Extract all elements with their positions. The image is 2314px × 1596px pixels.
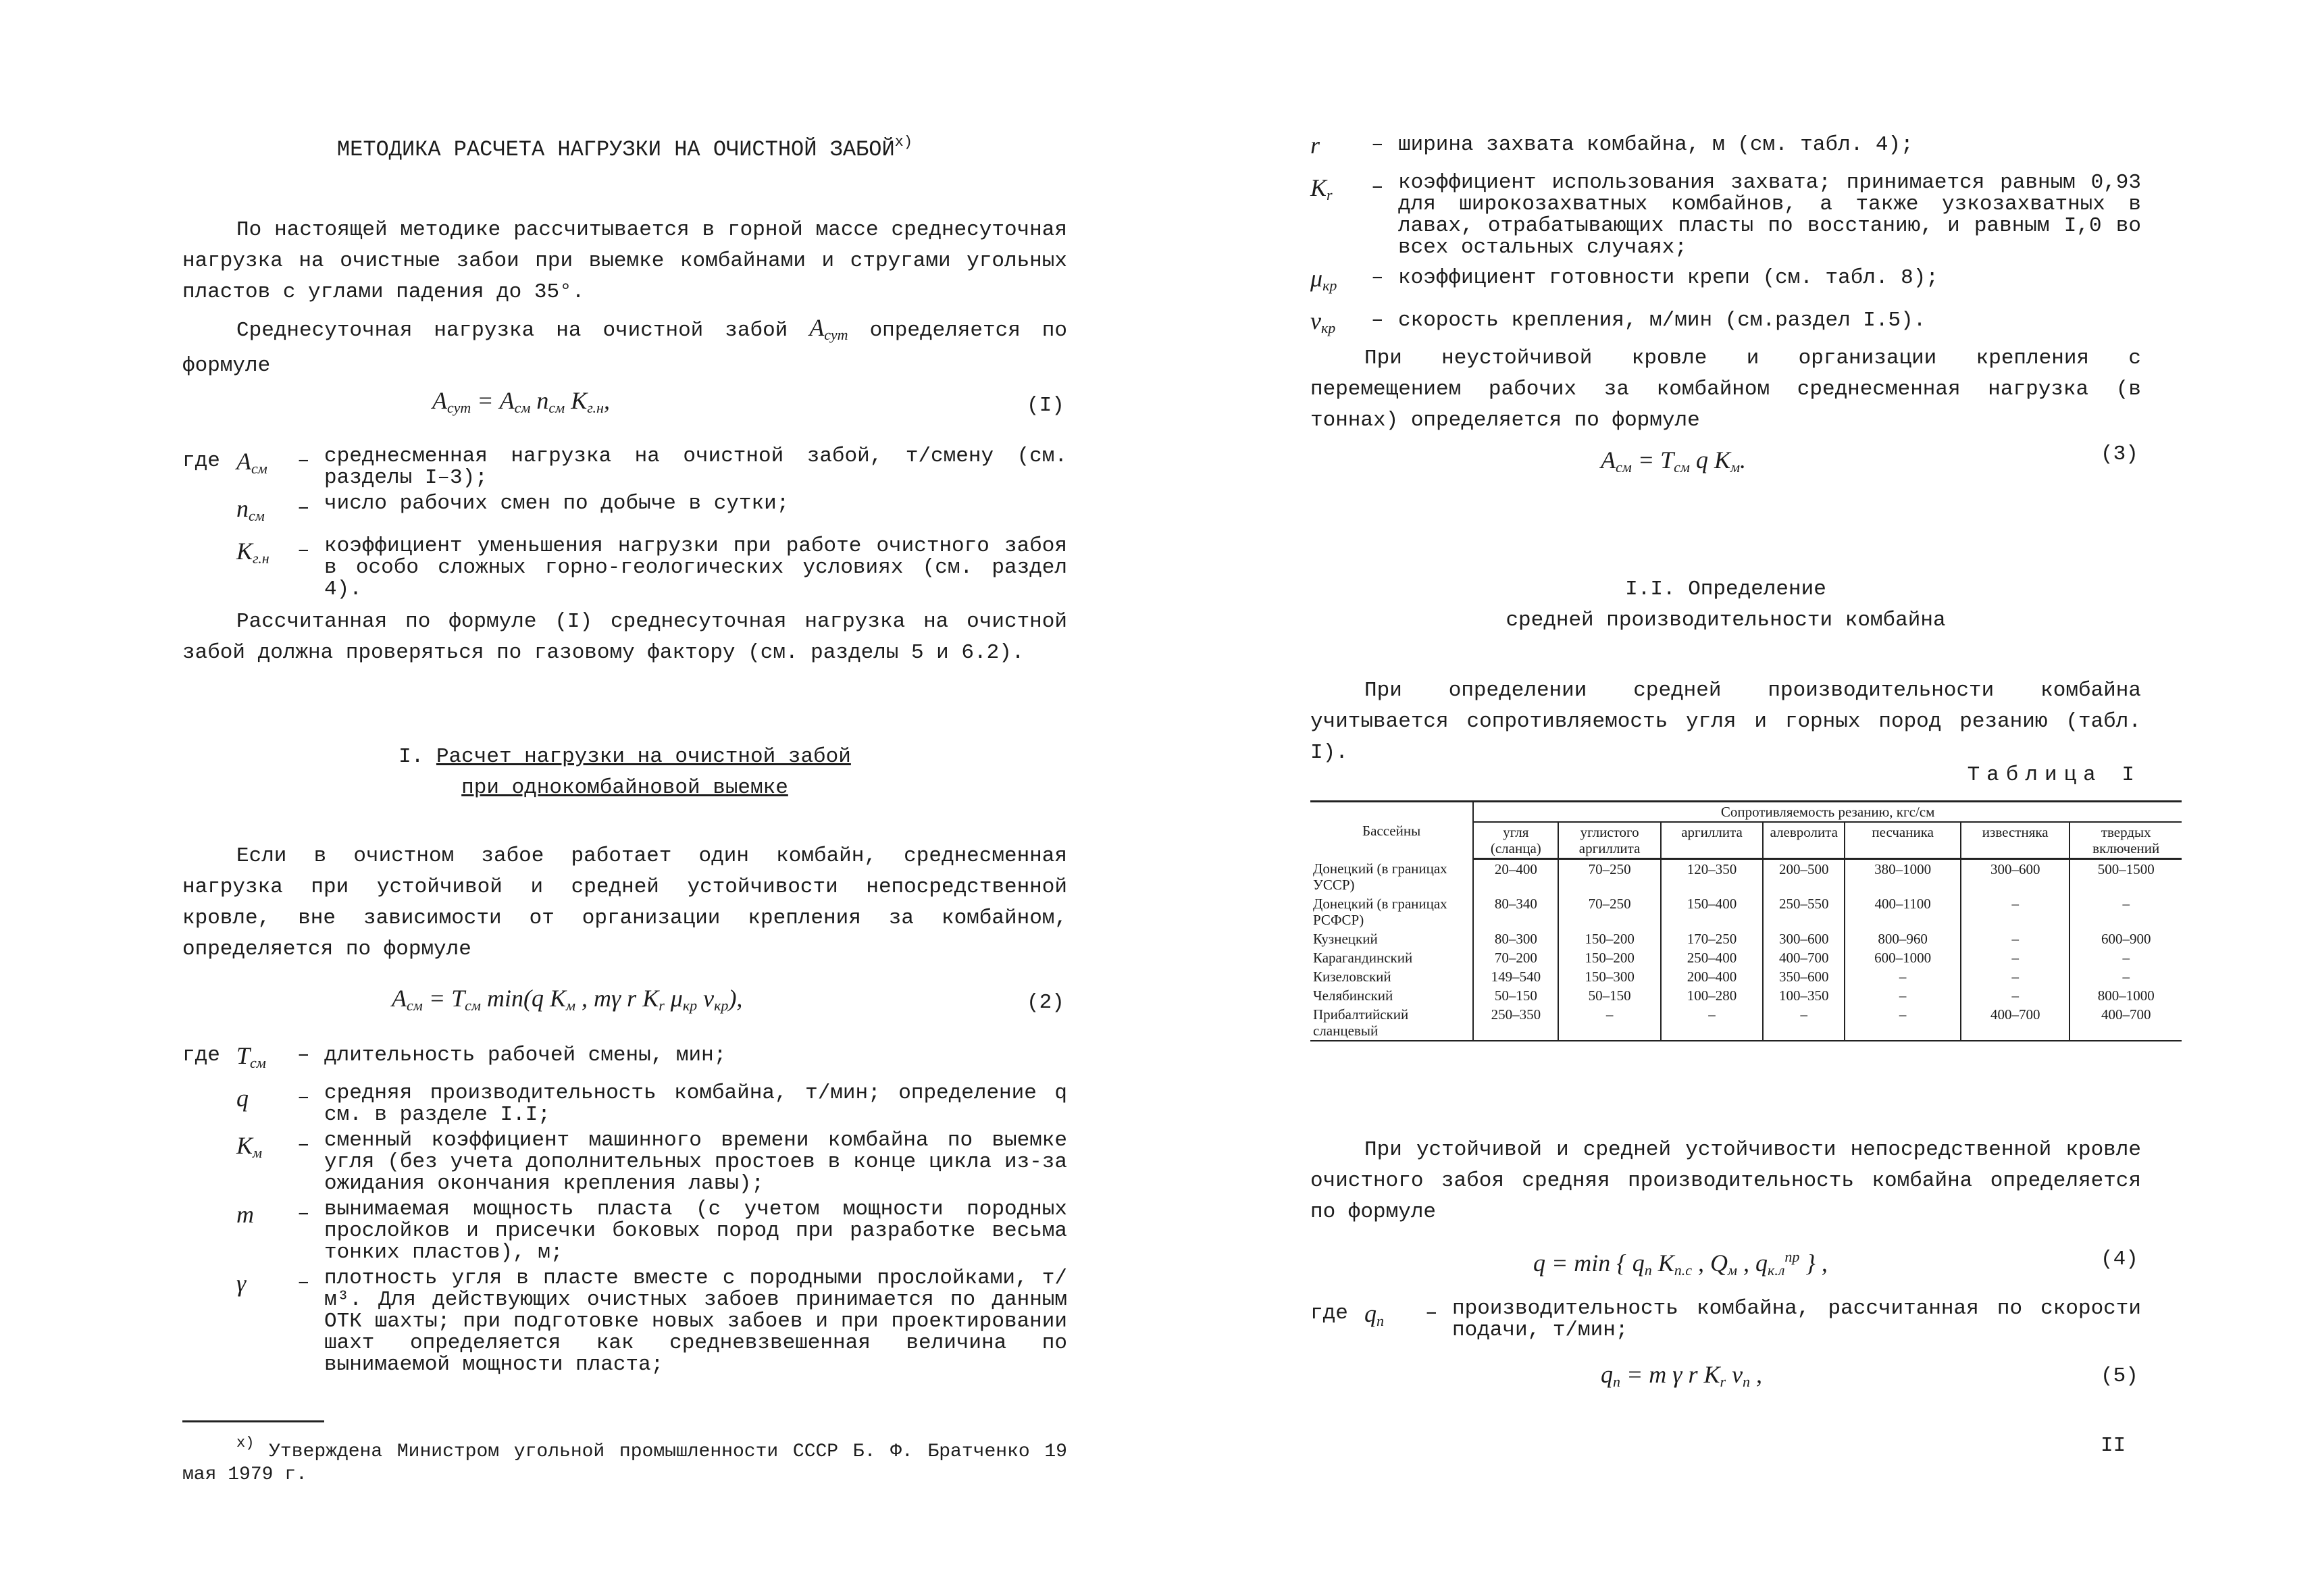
f3-k-sub: м	[1730, 459, 1741, 475]
para2-text: Среднесуточная нагрузка на очистной забой	[236, 319, 788, 342]
f1-a-sub: см	[514, 399, 531, 416]
def-text: коэффициент использования захвата; принимается равным 0,93 для широкозахватных комбайнов, а также узкозахватных в лавах, отрабатывающих пласты по восстанию, и равным I,0 во всех остальных случаях;	[1398, 171, 2141, 259]
paragraph-7	[1310, 1135, 2141, 1228]
table-cell: 100–280	[1661, 986, 1763, 1005]
title-footnote-mark: x)	[894, 134, 913, 151]
table-cell: 250–400	[1661, 948, 1763, 967]
formula-2: $A_{см} = T_{см}$ min(q $K_м$ , mγ r $K_r$ $\mu_{кр}$ $v_{кр}$),	[392, 985, 743, 1014]
paragraph-3	[182, 607, 1067, 669]
table-cell: 200–500	[1763, 859, 1845, 894]
table-cell: 250–350	[1473, 1005, 1558, 1041]
table-cell: 80–300	[1473, 929, 1558, 948]
table-cell: 120–350	[1661, 859, 1763, 894]
table-cell-basin: Прибалтийский сланцевый	[1310, 1005, 1473, 1041]
table-cell: 800–960	[1845, 929, 1961, 948]
def-symbol: $K_м$	[236, 1132, 263, 1161]
f3-rhs: = T	[1637, 446, 1674, 473]
f1-n: n	[536, 387, 549, 414]
table-cell: 400–1100	[1845, 894, 1961, 929]
def-text: средняя производительность комбайна, т/мин; определение q см. в разделе I.I;	[324, 1081, 1067, 1127]
definition-row: m – вынимаемая мощность пласта (с учетом мощности породных прослойков и присечки боковых пород при разработке весьма тонких пластов), м;	[236, 1198, 1067, 1264]
section-heading	[182, 742, 1067, 804]
f3-lhs-sub: см	[1616, 459, 1632, 475]
para5-text: При неустойчивой кровле и организации крепления с перемещением рабочих за комбайном среднесменная нагрузка (в тоннах) определяется по формуле	[1310, 346, 2141, 432]
para7-text: При устойчивой и средней устойчивости непосредственной кровле очистного забоя средняя производительность комбайна определяется по формуле	[1310, 1138, 2141, 1224]
table-row	[1310, 1005, 2182, 1041]
table-cell-basin: Кизеловский	[1313, 968, 1391, 985]
def-symbol: r	[1310, 132, 1320, 159]
table-cell: 70–250	[1558, 859, 1660, 894]
table-header-col: аргиллита	[1661, 822, 1763, 859]
section-title-line1: Расчет нагрузки на очистной забой	[436, 745, 851, 769]
table-cell: 170–250	[1661, 929, 1763, 948]
table-row	[1310, 967, 2182, 986]
def-text: производительность комбайна, рассчитанная по скорости подачи, т/мин;	[1452, 1297, 2141, 1342]
table-cell: 100–350	[1763, 986, 1845, 1005]
def-dash: –	[297, 539, 310, 563]
table-header-col: твердых включений	[2069, 822, 2182, 859]
table-cell: 80–340	[1473, 894, 1558, 929]
def-symbol: γ	[236, 1270, 247, 1297]
table-cell: 350–600	[1763, 967, 1845, 986]
table-cell: –	[1845, 986, 1961, 1005]
def-symbol: $K_r$	[1310, 174, 1333, 203]
table-cell-basin: Донецкий (в границах РСФСР)	[1313, 895, 1447, 928]
def-symbol: $A_{см}$	[236, 448, 267, 477]
table-cell: 70–250	[1558, 894, 1660, 929]
subsection-heading	[1310, 574, 2141, 636]
f3-qk: q K	[1695, 446, 1730, 473]
title-text: МЕТОДИКА РАСЧЕТА НАГРУЗКИ НА ОЧИСТНОЙ ЗАБОЙ	[336, 137, 895, 162]
resistance-table	[1310, 800, 2182, 1041]
def-text: ширина захвата комбайна, м (см. табл. 4);	[1398, 133, 1913, 157]
f3-tail: .	[1740, 446, 1747, 473]
para3-text: Рассчитанная по формуле (I) среднесуточная нагрузка на очистной забой должна проверяться по газовому фактору (см. разделы 5 и 6.2).	[182, 610, 1067, 665]
table-header-group: Сопротивляемость резанию, кгс/см	[1473, 802, 2182, 823]
intro-text: По настоящей методике рассчитывается в горной массе среднесуточная нагрузка на очистные забои при выемке комбайнами и стругами угольных пластов с углами падения до 35°.	[182, 218, 1067, 304]
definition-row: $v_{кр}$ – скорость крепления, м/мин (см.раздел I.5).	[1310, 305, 2141, 344]
f4-lhs: q = min	[1533, 1250, 1611, 1277]
page-number: II	[2101, 1434, 2126, 1458]
para2-symbol-sub: сут	[824, 326, 848, 343]
f1-n-sub: см	[548, 399, 565, 416]
def-text: число рабочих смен по добыче в сутки;	[324, 492, 790, 515]
f1-k: K	[571, 387, 588, 414]
table-cell: 20–400	[1473, 859, 1558, 894]
table-cell: 800–1000	[2069, 986, 2182, 1005]
definition-row: γ – плотность угля в пласте вместе с породными прослойками, т/м³. Для действующих очистных забоев принимается по данным ОТК шахты; при подготовке новых забоев и при проектировании шахт определяется как средневзвешенная величина по вынимаемой мощности пласта;	[236, 1266, 1067, 1376]
def-dash: –	[297, 449, 310, 473]
para2-symbol: A	[809, 314, 825, 341]
definition-row: $K_м$ – сменный коэффициент машинного времени комбайна по выемке угля (без учета дополнительных простоев в конце цикла из-за ожидания окончания крепления лавы);	[236, 1129, 1067, 1195]
table-cell-basin: Челябинский	[1313, 987, 1393, 1004]
section-title-line2: при однокомбайновой выемке	[461, 776, 788, 800]
definition-row: q – средняя производительность комбайна, т/мин; определение q см. в разделе I.I;	[236, 1081, 1067, 1127]
f1-rhs: = A	[477, 387, 515, 414]
table-cell: 300–600	[1763, 929, 1845, 948]
definition-row	[182, 493, 1067, 532]
table-header-col: известняка	[1961, 822, 2070, 859]
equation-number-5: (5)	[2101, 1364, 2138, 1388]
def-dash: –	[297, 496, 310, 520]
table-cell: 400–700	[1763, 948, 1845, 967]
intro-paragraph	[182, 215, 1067, 308]
def-symbol: $n_{см}$	[236, 495, 265, 524]
table-cell: 70–200	[1473, 948, 1558, 967]
table-cell: 400–700	[1961, 1005, 2070, 1041]
f2-min: min	[486, 985, 523, 1012]
table-row	[1310, 894, 2182, 929]
def-symbol: m	[236, 1201, 254, 1228]
def-text: коэффициент готовности крепи (см. табл. 8);	[1398, 266, 1938, 290]
table-cell: 150–200	[1558, 929, 1660, 948]
definitions-2	[182, 1040, 1067, 1380]
subsection-number: I.I.	[1625, 577, 1676, 601]
paragraph-2	[182, 312, 1067, 382]
footnote-text: Утверждена Министром угольной промышленности СССР Б. Ф. Братченко 19 мая 1979 г.	[182, 1441, 1067, 1485]
def-symbol: q	[236, 1085, 249, 1112]
definition-row: $K_r$ – коэффициент использования захвата; принимается равным 0,93 для широкозахватных комбайнов, а также узкозахватных в лавах, отрабатывающих пласты по восстанию, и равным I,0 во всех остальных случаях;	[1310, 171, 2141, 259]
def-text: сменный коэффициент машинного времени комбайна по выемке угля (без учета дополнительных простоев в конце цикла из-за ожидания окончания крепления лавы);	[324, 1129, 1067, 1195]
table-cell-basin: Кузнецкий	[1313, 930, 1378, 947]
table-cell: 150–400	[1661, 894, 1763, 929]
table-cell: –	[1763, 1005, 1845, 1041]
table-cell: 600–1000	[1845, 948, 1961, 967]
table-cell: 150–200	[1558, 948, 1660, 967]
formula-5: $q_п = m$ γ r $K_r$ $v_п$ ,	[1601, 1361, 1763, 1390]
table-cell: 50–150	[1473, 986, 1558, 1005]
definition-row	[182, 536, 1067, 600]
formula-4: q = min { $q_п$ $K_{п.с}$ , $Q_м$ , $q_{к.л}^{пр}$ } ,	[1533, 1248, 1828, 1279]
table-cell: –	[2069, 894, 2182, 929]
table-cell: –	[1661, 1005, 1763, 1041]
f3-lhs: A	[1601, 446, 1616, 473]
table-cell: –	[1961, 967, 2070, 986]
definition-row: r – ширина захвата комбайна, м (см. табл. 4);	[1310, 130, 2141, 168]
table-cell: –	[1961, 929, 2070, 948]
where-label: где	[182, 1044, 220, 1067]
table-header-col: угля (сланца)	[1473, 822, 1558, 859]
table-row	[1310, 986, 2182, 1005]
footnote	[182, 1432, 1067, 1487]
table-cell: –	[2069, 948, 2182, 967]
f2-rhs: = T	[428, 985, 465, 1012]
table-cell: –	[2069, 967, 2182, 986]
table-cell: 149–540	[1473, 967, 1558, 986]
where-label: где	[1310, 1302, 1348, 1325]
table-cell: –	[1845, 967, 1961, 986]
paragraph-6	[1310, 675, 2141, 769]
def-symbol: $T_{см}$	[236, 1042, 266, 1071]
table-cell-basin: Карагандинский	[1313, 949, 1413, 966]
para2-tail: определяется по формуле	[182, 319, 1067, 378]
table-header-col: алевролита	[1763, 822, 1845, 859]
definitions-3	[1310, 130, 2141, 348]
subsection-title-line1: Определение	[1688, 577, 1826, 601]
table-cell-basin: Донецкий (в границах УССР)	[1313, 860, 1447, 893]
def-text: среднесменная нагрузка на очистной забой, т/смену (см. разделы I–3);	[324, 444, 1067, 490]
def-symbol: $q_п$	[1364, 1300, 1384, 1329]
paragraph-5	[1310, 343, 2141, 436]
def-text: коэффициент уменьшения нагрузки при работе очистного забоя в особо сложных горно-геологических условиях (см. раздел 4).	[324, 534, 1067, 601]
table-row	[1310, 948, 2182, 967]
definitions-4	[1310, 1298, 2141, 1345]
definition-row: где $q_п$ – производительность комбайна, рассчитанная по скорости подачи, т/мин;	[1310, 1297, 2141, 1342]
table-cell: –	[1961, 986, 2070, 1005]
f1-tail: ,	[603, 387, 610, 414]
f1-lhs-sub: сут	[447, 399, 471, 416]
def-symbol: $\mu_{кр}$	[1310, 265, 1337, 294]
table-cell: –	[1961, 894, 2070, 929]
right-page	[1310, 0, 2160, 1596]
table-cell: 380–1000	[1845, 859, 1961, 894]
def-text: плотность угля в пласте вместе с породными прослойками, т/м³. Для действующих очистных забоев принимается по данным ОТК шахты; при подготовке новых забоев и при проектировании шахт определяется как средневзвешенная величина по вынимаемой мощности пласта;	[324, 1266, 1067, 1376]
table-header-basins: Бассейны	[1310, 802, 1473, 859]
definitions-1	[182, 446, 1067, 604]
table-caption: Таблица I	[1967, 763, 2141, 787]
where-label: где	[182, 449, 220, 473]
table-header-col: углистого аргиллита	[1558, 822, 1660, 859]
para4-text: Если в очистном забое работает один комбайн, среднесменная нагрузка при устойчивой и средней устойчивости непосредственной кровле, вне зависимости от организации крепления за комбайном, определяется по формуле	[182, 844, 1067, 961]
table-cell: 50–150	[1558, 986, 1660, 1005]
f3-t-sub: см	[1674, 459, 1690, 475]
table-row	[1310, 929, 2182, 948]
left-page	[182, 0, 1067, 1596]
f1-lhs: A	[432, 387, 447, 414]
table-cell: 300–600	[1961, 859, 2070, 894]
definition-row	[182, 446, 1067, 489]
table-body	[1310, 859, 2182, 1041]
formula-3	[1601, 444, 1746, 483]
equation-number-4: (4)	[2101, 1247, 2138, 1271]
paragraph-4	[182, 841, 1067, 965]
table-row	[1310, 859, 2182, 894]
equation-number-2: (2)	[1027, 991, 1064, 1014]
definition-row: $\mu_{кр}$ – коэффициент готовности крепи (см. табл. 8);	[1310, 263, 2141, 301]
equation-number-1: (I)	[1027, 394, 1064, 417]
table-header-col: песчаника	[1845, 822, 1961, 859]
formula-1	[432, 385, 610, 423]
subsection-title-line2: средней производительности комбайна	[1506, 609, 1946, 632]
table-cell: 600–900	[2069, 929, 2182, 948]
table-cell: 150–300	[1558, 967, 1660, 986]
table-cell: 250–550	[1763, 894, 1845, 929]
footnote-divider	[182, 1420, 324, 1422]
table-cell: –	[1961, 948, 2070, 967]
def-symbol: $K_{г.н}$	[236, 538, 269, 567]
def-text: длительность рабочей смены, мин;	[324, 1044, 727, 1067]
table-cell: –	[1845, 1005, 1961, 1041]
def-symbol: $v_{кр}$	[1310, 307, 1336, 336]
def-text: скорость крепления, м/мин (см.раздел I.5).	[1398, 309, 1926, 332]
page-title	[182, 127, 1067, 165]
para6-text: При определении средней производительности комбайна учитывается сопротивляемость угля и горных пород резанию (табл. I).	[1310, 679, 2141, 765]
table-cell: 200–400	[1661, 967, 1763, 986]
table-cell: 400–700	[2069, 1005, 2182, 1041]
equation-number-3: (3)	[2101, 442, 2138, 466]
table-cell: 500–1500	[2069, 859, 2182, 894]
def-text: вынимаемая мощность пласта (с учетом мощности породных прослойков и присечки боковых пород при разработке весьма тонких пластов), м;	[324, 1198, 1067, 1264]
definition-row: где $T_{см}$ – длительность рабочей смены, мин;	[182, 1040, 1067, 1079]
f1-k-sub: г.н	[587, 399, 604, 416]
section-number: I.	[398, 745, 424, 769]
table-cell: –	[1558, 1005, 1660, 1041]
footnote-mark: x)	[236, 1435, 255, 1451]
